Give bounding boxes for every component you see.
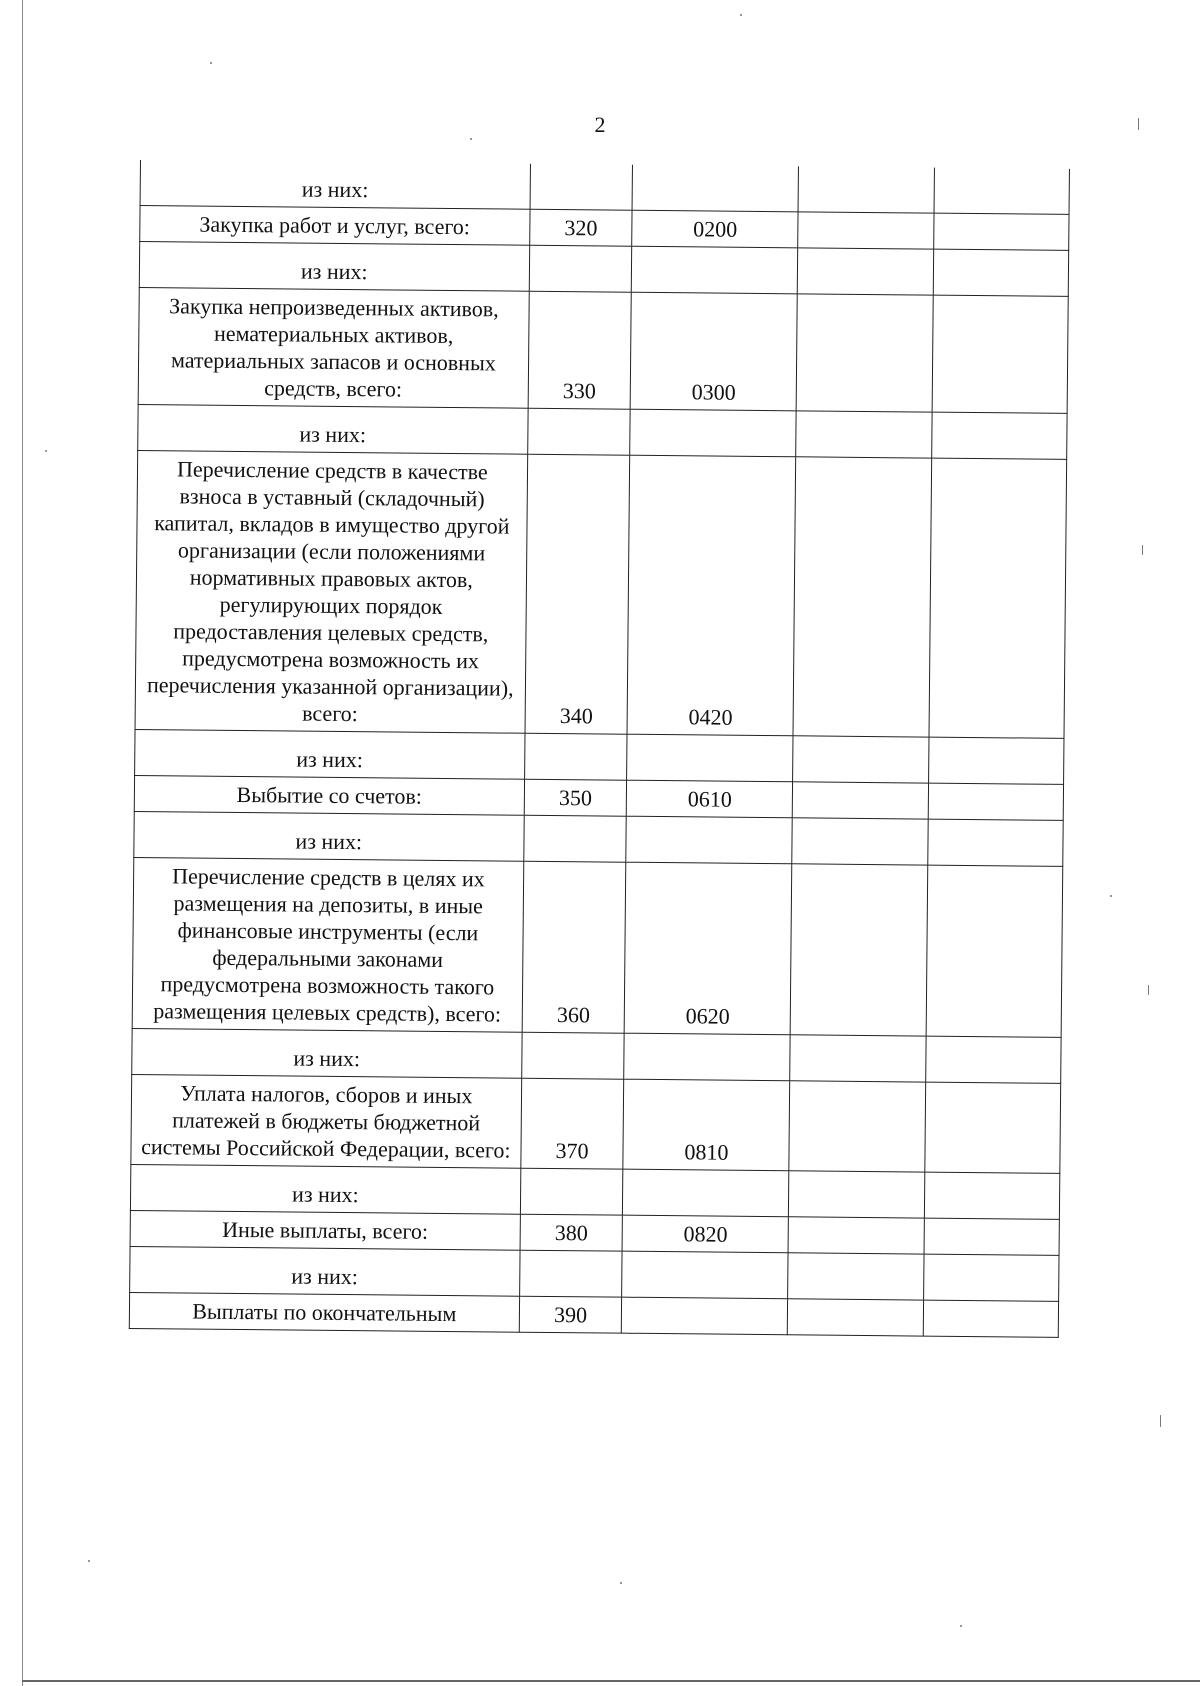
row-value-2: [925, 1036, 1061, 1083]
row-kosgu: [623, 1169, 789, 1217]
row-code: 350: [524, 779, 627, 816]
row-name: из них:: [130, 1246, 520, 1296]
row-kosgu: [630, 409, 796, 457]
row-value-2: [927, 819, 1063, 866]
row-value-1: [788, 1299, 924, 1336]
scan-speck: [210, 62, 212, 64]
row-value-2: [931, 412, 1067, 459]
scan-speck: [1110, 895, 1112, 897]
row-value-2: [934, 168, 1070, 215]
row-value-1: [796, 411, 932, 458]
row-code: 390: [519, 1296, 622, 1333]
row-name: из них:: [135, 729, 525, 779]
scan-speck: [1138, 118, 1139, 130]
row-kosgu: 0200: [632, 210, 798, 248]
row-value-2: [923, 1300, 1059, 1337]
table-row: [129, 1292, 1058, 1337]
row-kosgu: [632, 246, 798, 294]
table-row: [135, 450, 1067, 738]
row-value-2: [933, 213, 1069, 250]
row-name: Выбытие со счетов:: [134, 775, 524, 815]
table-row: [131, 1074, 1061, 1173]
scan-speck: [45, 450, 47, 452]
row-code: [527, 408, 630, 455]
row-value-2: [924, 1172, 1060, 1219]
row-kosgu: 0620: [625, 862, 792, 1035]
row-value-1: [789, 1081, 925, 1172]
scan-speck: [1160, 1415, 1161, 1427]
row-kosgu: [627, 734, 793, 782]
row-kosgu: [622, 1251, 788, 1299]
row-name: из них:: [140, 160, 530, 209]
row-kosgu: [626, 816, 792, 864]
row-value-1: [793, 457, 931, 737]
row-value-2: [924, 1082, 1060, 1173]
row-value-2: [923, 1254, 1059, 1301]
table-row: [132, 857, 1063, 1037]
row-value-1: [798, 248, 934, 295]
scan-edge-left: [22, 0, 23, 1686]
row-name: из них:: [130, 1164, 520, 1214]
row-code: [523, 815, 626, 862]
row-name: Закупка непроизведенных активов, нематериальных активов, материальных запасов и основных средств, всего:: [138, 287, 529, 408]
row-value-1: [788, 1217, 924, 1254]
row-kosgu: 0300: [631, 292, 798, 411]
scan-speck: [1148, 985, 1149, 995]
row-kosgu: 0810: [623, 1079, 790, 1171]
row-value-1: [798, 212, 934, 249]
row-kosgu: 0820: [623, 1215, 789, 1253]
row-name: Закупка работ и услуг, всего:: [140, 206, 530, 246]
row-kosgu: 0420: [627, 455, 796, 736]
row-name: из них:: [138, 404, 528, 454]
row-value-2: [928, 737, 1064, 784]
row-value-2: [924, 1218, 1060, 1255]
row-code: 330: [528, 291, 632, 409]
row-code: 340: [525, 454, 630, 734]
row-kosgu: [624, 1033, 790, 1081]
row-name: из них:: [132, 1028, 522, 1078]
row-code: [521, 1032, 624, 1079]
scan-speck: [740, 14, 742, 16]
table-body: [129, 160, 1069, 1337]
row-value-1: [790, 864, 927, 1036]
row-value-1: [792, 818, 928, 865]
row-value-1: [788, 1253, 924, 1300]
row-code: [529, 245, 632, 292]
page-number: 2: [594, 112, 606, 137]
row-kosgu: [622, 1297, 788, 1335]
row-value-2: [926, 865, 1063, 1037]
row-value-1: [793, 736, 929, 783]
expenditure-table: [129, 160, 1070, 1338]
row-value-2: [929, 458, 1067, 738]
row-name: Уплата налогов, сборов и иных платежей в бюджеты бюджетной системы Российской Федерации, всего:: [131, 1074, 522, 1168]
row-name: Перечисление средств в целях их размещения на депозиты, в иные финансовые инструменты (если федеральными законами предусмотрена возможность такого размещения целевых средств), всего:: [132, 857, 523, 1032]
row-code: 360: [522, 861, 626, 1033]
row-name: Выплаты по окончательным: [129, 1292, 519, 1332]
row-name: Иные выплаты, всего:: [130, 1210, 520, 1250]
scan-speck: [88, 1560, 90, 1562]
scan-edge-bottom: [22, 1680, 1200, 1682]
row-code: 320: [529, 209, 632, 246]
row-code: 370: [521, 1078, 625, 1169]
row-value-1: [796, 294, 932, 412]
row-value-1: [790, 1035, 926, 1082]
row-code: 380: [520, 1214, 623, 1251]
row-kosgu: 0610: [627, 780, 793, 818]
table-row: [138, 287, 1068, 413]
row-code: [524, 733, 627, 780]
scan-speck: [470, 138, 472, 140]
row-code: [520, 1168, 623, 1215]
row-code: [519, 1250, 622, 1297]
row-value-1: [789, 1171, 925, 1218]
row-value-1: [793, 782, 929, 819]
row-value-2: [933, 249, 1069, 296]
scan-speck: [1142, 545, 1143, 555]
row-value-2: [928, 783, 1064, 820]
row-name: Перечисление средств в качестве взноса в уставный (складочный) капитал, вкладов в имущество другой организации (если положениями нормативных правовых актов, регулирующих порядок предоставления целевых средств, предусмотрена возможность их перечисления указанной организации), всего:: [135, 450, 527, 733]
row-name: из них:: [139, 242, 529, 292]
row-value-2: [932, 295, 1068, 413]
row-name: из них:: [134, 811, 524, 861]
row-code: [530, 164, 633, 210]
row-value-1: [798, 166, 934, 213]
scan-speck: [620, 1582, 622, 1584]
row-kosgu: [633, 165, 799, 212]
scan-speck: [960, 1625, 962, 1627]
